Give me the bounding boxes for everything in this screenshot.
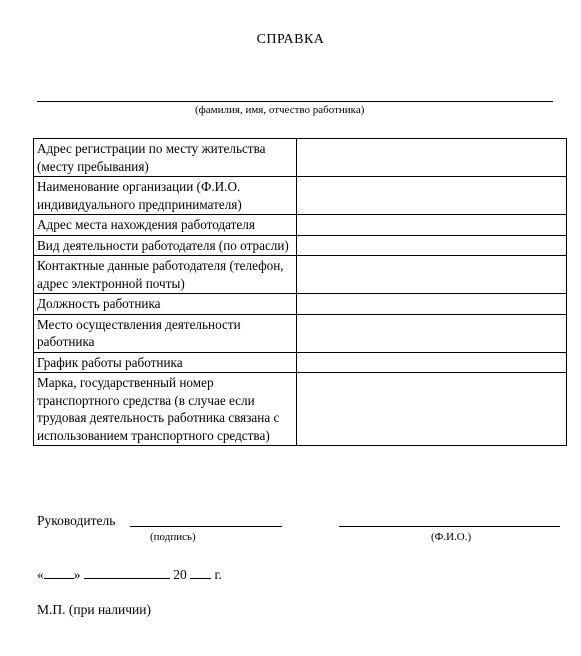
employee-name-line bbox=[37, 101, 553, 102]
date-row bbox=[37, 566, 222, 583]
year-suffix: г. bbox=[214, 567, 222, 582]
row-value-work-schedule bbox=[297, 352, 567, 373]
table-row bbox=[34, 177, 567, 215]
row-label-work-schedule: График работы работника bbox=[34, 352, 297, 373]
row-label-employer-address: Адрес места нахождения работодателя bbox=[34, 215, 297, 236]
table-row bbox=[34, 215, 567, 236]
row-label-vehicle: Марка, государственный номер транспортного средства (в случае если трудовая деятельность работника связана с использованием транспортного средства) bbox=[34, 373, 297, 446]
employee-name-caption: (фамилия, имя, отчество работника) bbox=[195, 104, 365, 116]
signature-line bbox=[130, 526, 282, 527]
info-table bbox=[33, 138, 567, 446]
table-row bbox=[34, 256, 567, 294]
head-label: Руководитель bbox=[37, 513, 116, 528]
fio-caption: (Ф.И.О.) bbox=[431, 531, 472, 543]
row-label-employer-contacts: Контактные данные работодателя (телефон, адрес электронной почты) bbox=[34, 256, 297, 294]
table-row bbox=[34, 235, 567, 256]
row-value-employer-address bbox=[297, 215, 567, 236]
row-label-work-place: Место осуществления деятельности работника bbox=[34, 314, 297, 352]
row-label-organization-name: Наименование организации (Ф.И.О. индивидуального предпринимателя) bbox=[34, 177, 297, 215]
row-value-organization-name bbox=[297, 177, 567, 215]
row-value-employer-activity bbox=[297, 235, 567, 256]
row-label-employer-activity: Вид деятельности работодателя (по отрасли) bbox=[34, 235, 297, 256]
fio-line bbox=[339, 526, 560, 527]
row-value-employer-contacts bbox=[297, 256, 567, 294]
row-label-registration-address: Адрес регистрации по месту жительства (месту пребывания) bbox=[34, 139, 297, 177]
table-row bbox=[34, 314, 567, 352]
month-blank bbox=[84, 566, 170, 579]
day-blank bbox=[44, 566, 74, 579]
table-row bbox=[34, 352, 567, 373]
year-prefix: 20 bbox=[173, 567, 187, 582]
row-value-work-place bbox=[297, 314, 567, 352]
date-open-quote: « bbox=[37, 567, 44, 582]
row-value-position bbox=[297, 294, 567, 315]
row-value-vehicle bbox=[297, 373, 567, 446]
table-row bbox=[34, 294, 567, 315]
table-row bbox=[34, 139, 567, 177]
date-close-quote: » bbox=[73, 567, 81, 582]
document-title: СПРАВКА bbox=[256, 32, 325, 47]
stamp-label: М.П. (при наличии) bbox=[37, 602, 151, 617]
year-blank bbox=[190, 566, 211, 579]
table-row bbox=[34, 373, 567, 446]
row-label-position: Должность работника bbox=[34, 294, 297, 315]
row-value-registration-address bbox=[297, 139, 567, 177]
signature-caption: (подпись) bbox=[150, 531, 196, 543]
